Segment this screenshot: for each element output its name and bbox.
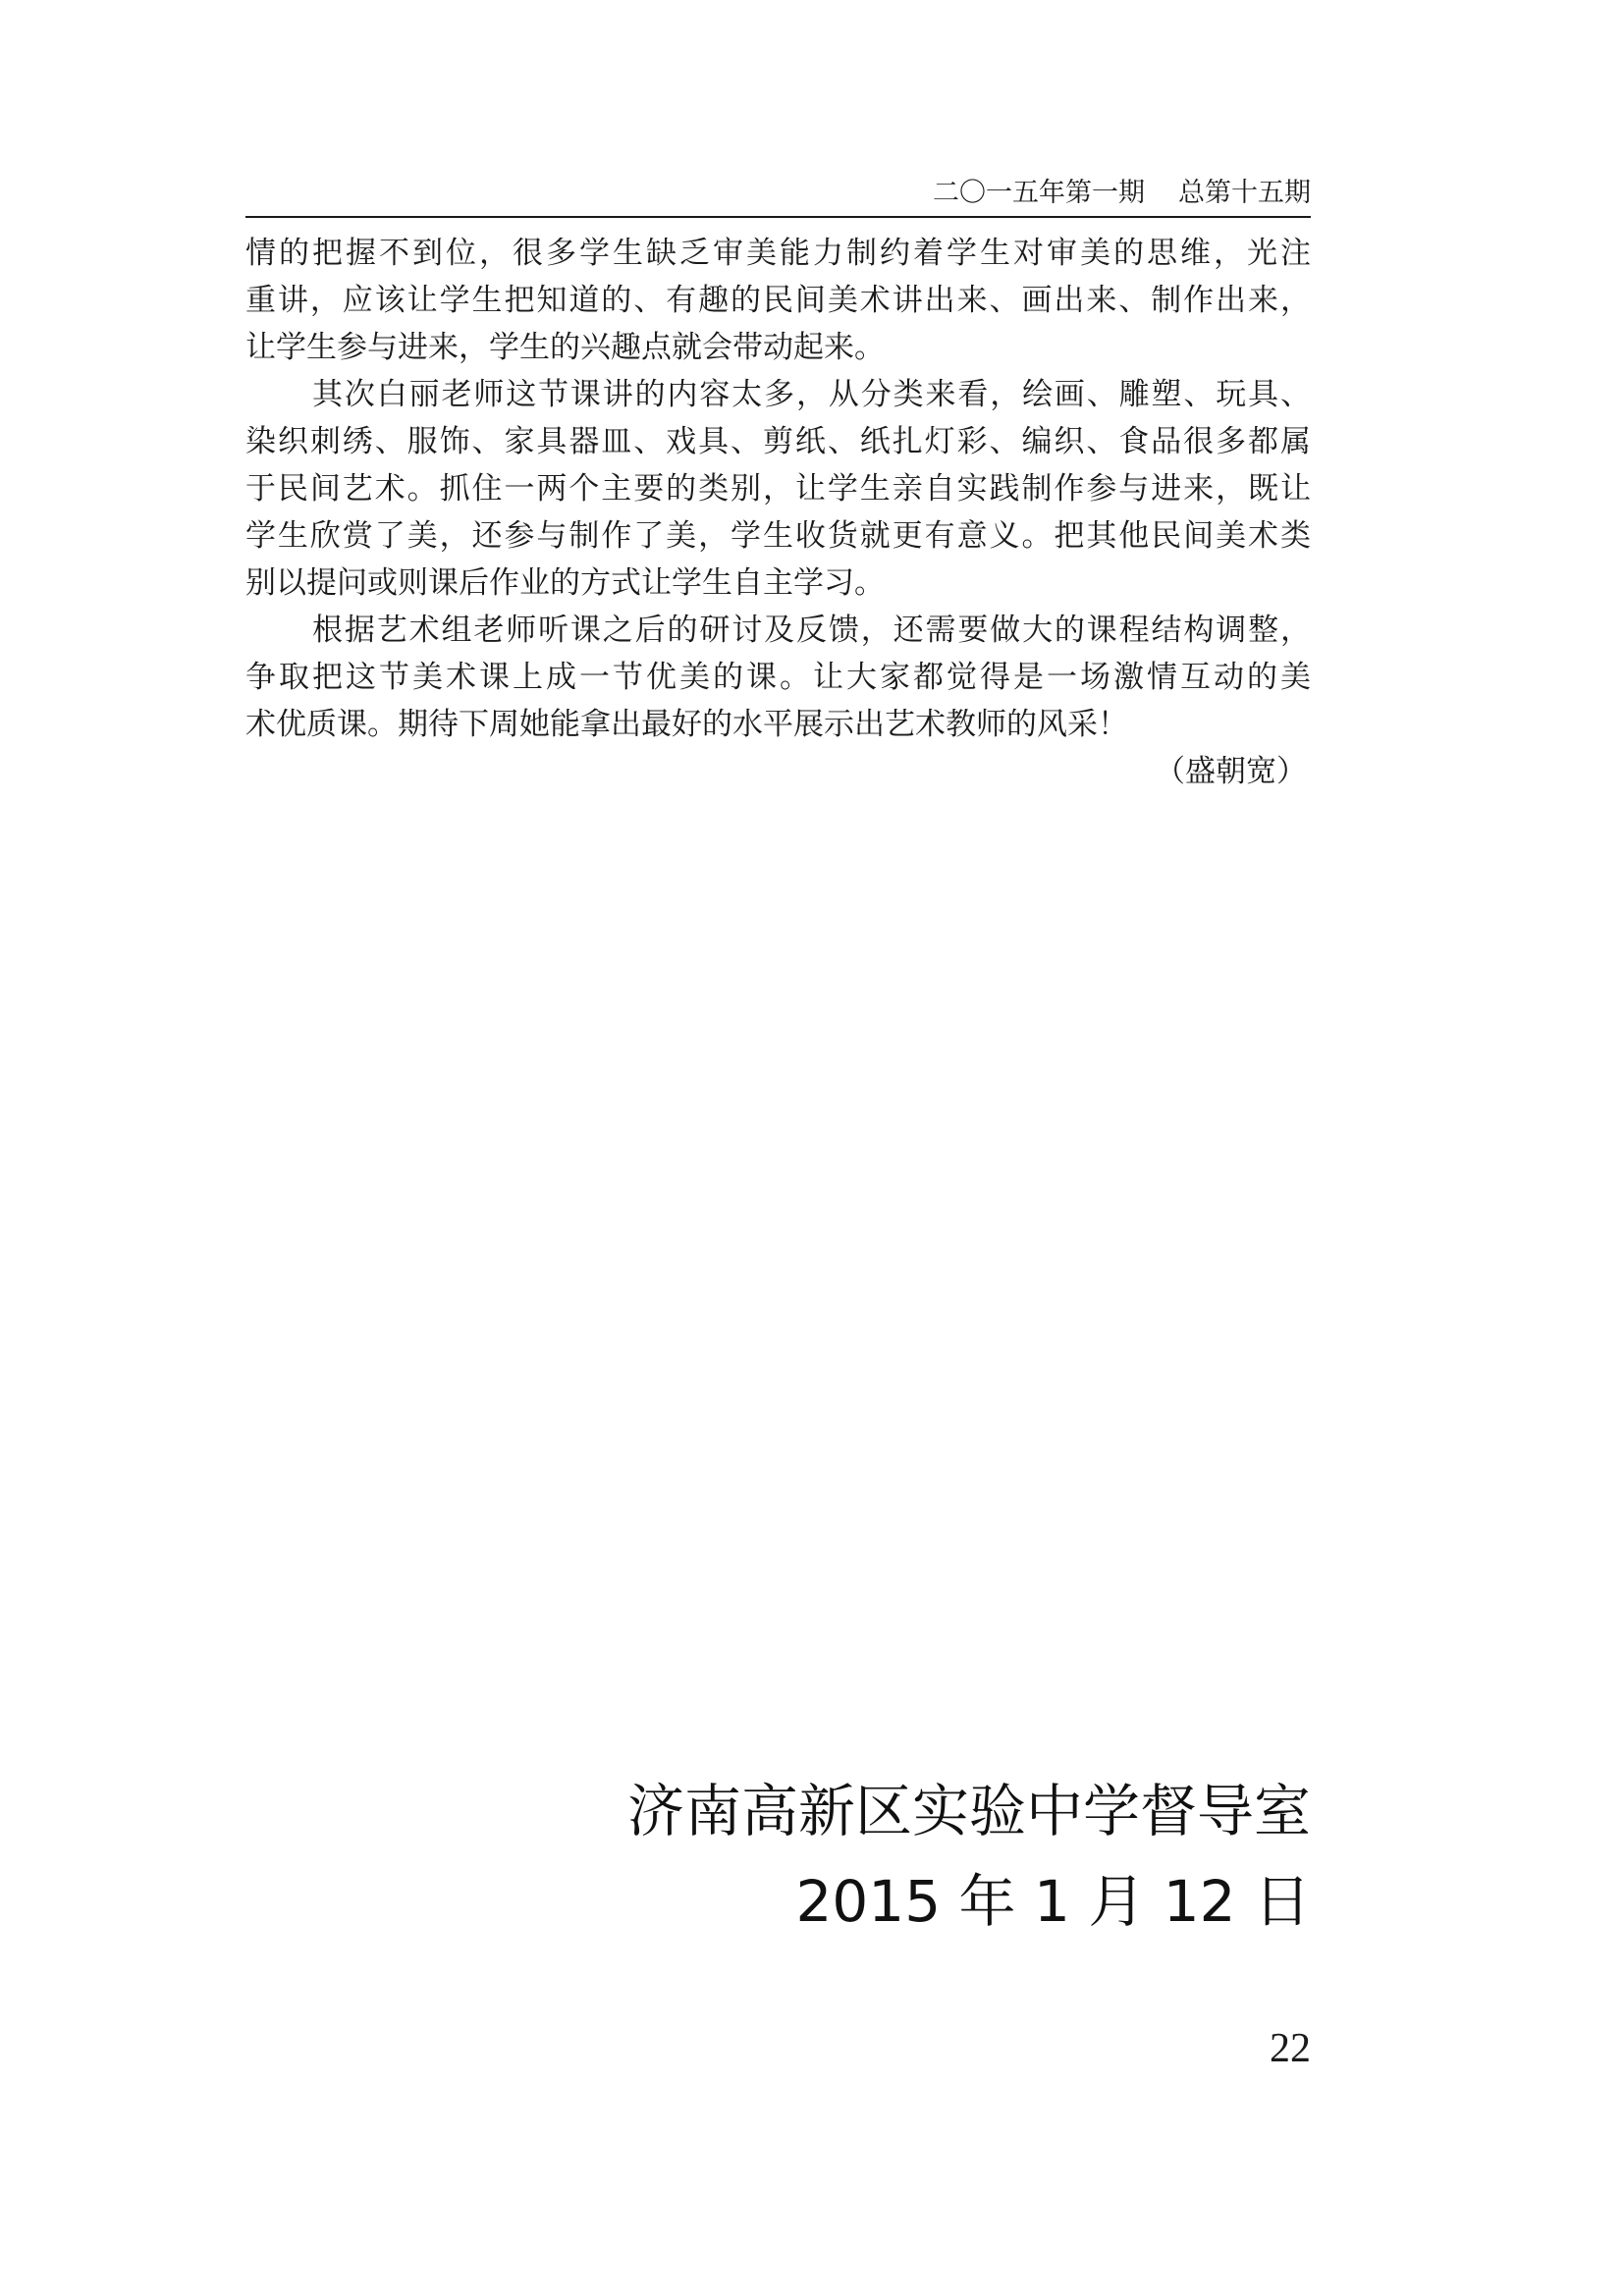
paragraph-line: 争取把这节美术课上成一节优美的课。让大家都觉得是一场激情互动的美: [245, 660, 1311, 695]
paragraph-line: 学生欣赏了美，还参与制作了美，学生收货就更有意义。把其他民间美术类: [245, 518, 1311, 554]
paragraph-line: 情的把握不到位，很多学生缺乏审美能力制约着学生对审美的思维，光注: [245, 236, 1311, 271]
paragraph-line: 于民间艺术。抓住一两个主要的类别，让学生亲自实践制作参与进来，既让: [245, 471, 1311, 507]
paragraph-line: 重讲，应该让学生把知道的、有趣的民间美术讲出来、画出来、制作出来，: [245, 283, 1311, 318]
paragraph-2: [245, 371, 1311, 607]
page-number: 22: [1270, 2026, 1311, 2071]
paragraph-line: 术优质课。期待下周她能拿出最好的水平展示出艺术教师的风采！: [245, 707, 1128, 742]
paragraph-1: [245, 230, 1311, 371]
paragraph-line: 根据艺术组老师听课之后的研讨及反馈，还需要做大的课程结构调整，: [312, 613, 1311, 648]
paragraph-line: 让学生参与进来，学生的兴趣点就会带动起来。: [245, 330, 885, 365]
author-signature: （盛朝宽）: [1155, 754, 1307, 789]
paragraph-line: 染织刺绣、服饰、家具器皿、戏具、剪纸、纸扎灯彩、编织、食品很多都属: [245, 424, 1311, 459]
office-name: 济南高新区实验中学督导室: [626, 1778, 1311, 1844]
paragraph-line: 别以提问或则课后作业的方式让学生自主学习。: [245, 565, 885, 601]
paragraph-3: [245, 607, 1311, 748]
issue-label: 二〇一五年第一期: [933, 178, 1145, 208]
paragraph-line: 其次白丽老师这节课讲的内容太多，从分类来看，绘画、雕塑、玩具、: [312, 377, 1311, 412]
total-issue-label: 总第十五期: [1178, 178, 1311, 208]
running-header: [245, 173, 1311, 214]
publish-date: 2015 年 1 月 12 日: [795, 1868, 1311, 1935]
header-rule: [245, 216, 1311, 218]
article-body: [245, 230, 1311, 795]
